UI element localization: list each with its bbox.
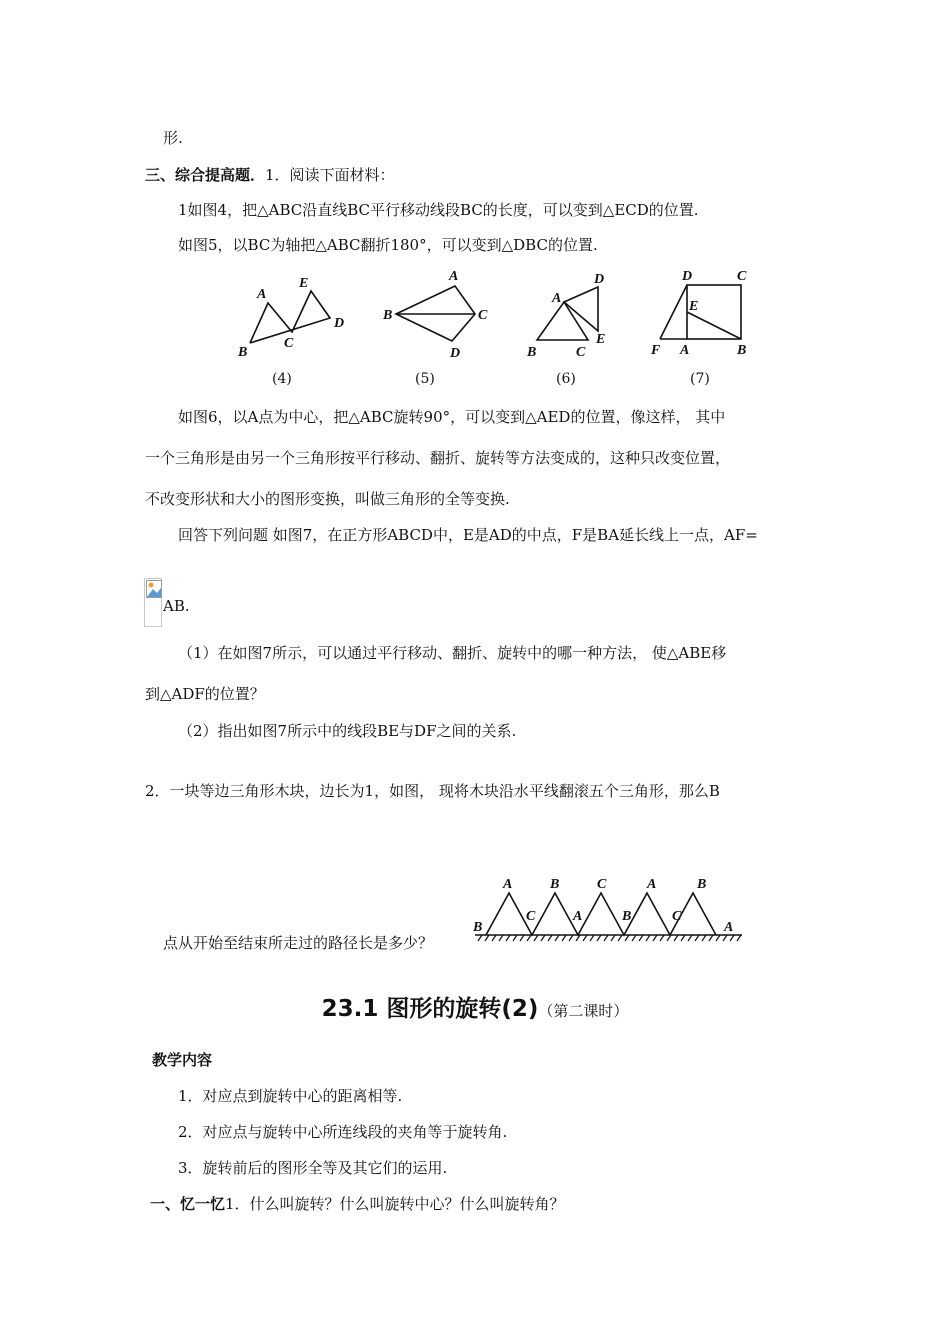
text-line: 1如图4，把△ABC沿直线BC平行移动线段BC的长度，可以变到△ECD的位置. — [178, 201, 699, 219]
ground-hatching — [478, 935, 741, 941]
fig7-label: E — [689, 299, 699, 314]
roll-top-label: C — [597, 877, 607, 892]
fig5-label: D — [450, 346, 461, 361]
fig7-label: D — [682, 269, 693, 284]
section-heading: 教学内容 — [152, 1051, 213, 1069]
fig4-label: C — [284, 336, 294, 351]
text-line: 形. — [163, 129, 183, 147]
triangles — [475, 893, 742, 935]
roll-top-label: A — [647, 877, 657, 892]
text-line: AB. — [163, 597, 190, 615]
fig4-label: A — [257, 287, 267, 302]
roll-top-label: A — [503, 877, 513, 892]
image-icon — [146, 580, 162, 598]
text-line: （1）在如图7所示，可以通过平行移动、翻折、旋转中的哪一种方法， 使△ABE移 — [178, 644, 727, 662]
roll-bottom-label: A — [573, 909, 583, 924]
fig6-label: B — [527, 345, 537, 360]
text-line: 不改变形状和大小的图形变换，叫做三角形的全等变换. — [145, 490, 510, 508]
text-span: 1．阅读下面材料： — [265, 166, 395, 184]
fig5-label: C — [478, 308, 488, 323]
list-item: 2．对应点与旋转中心所连线段的夹角等于旋转角. — [178, 1123, 508, 1141]
fig7-label: A — [680, 343, 690, 358]
text-line: 到△ADF的位置？ — [145, 685, 265, 703]
fig6-label: E — [596, 332, 606, 347]
fig7-label: F — [651, 343, 661, 358]
text-line: 如图6，以A点为中心，把△ABC旋转90°，可以变到△AED的位置，像这样， 其中 — [178, 408, 726, 426]
fig4-label: D — [334, 316, 345, 331]
title-main: 23.1 图形的旋转(2) — [321, 996, 539, 1022]
roll-bottom-label: B — [473, 920, 483, 935]
list-item: 1．对应点到旋转中心的距离相等. — [178, 1087, 403, 1105]
fig4-label: E — [299, 276, 309, 291]
figures-4-7 — [230, 262, 770, 367]
roll-bottom-label: B — [622, 909, 632, 924]
text-line — [145, 165, 395, 185]
title-sub: （第二课时） — [538, 1002, 629, 1020]
rolling-triangles-figure — [468, 872, 748, 944]
figure-caption: (7) — [690, 371, 710, 387]
roll-bottom-label: C — [526, 909, 536, 924]
roll-top-label: B — [550, 877, 560, 892]
figure-7 — [660, 285, 741, 339]
fig7-label: B — [737, 343, 747, 358]
fig6-label: A — [552, 291, 562, 306]
text-line: 回答下列问题 如图7，在正方形ABCD中，E是AD的中点，F是BA延长线上一点，AF= — [178, 526, 758, 544]
text-line: 点从开始至结束所走过的路径长是多少？ — [163, 934, 434, 952]
section-heading: 一、忆一忆 — [150, 1195, 226, 1213]
roll-bottom-label: A — [724, 920, 734, 935]
figure-6 — [537, 287, 598, 340]
text-line: （2）指出如图7所示中的线段BE与DF之间的关系. — [178, 722, 517, 740]
text-span: 1．什么叫旋转？什么叫旋转中心？什么叫旋转角？ — [225, 1195, 565, 1213]
roll-top-label: B — [697, 877, 707, 892]
text-line: 一个三角形是由另一个三角形按平行移动、翻折、旋转等方法变成的，这种只改变位置， — [145, 449, 731, 467]
text-line: 如图5，以BC为轴把△ABC翻折180°，可以变到△DBC的位置. — [178, 236, 598, 254]
text-line — [150, 1194, 565, 1214]
page-title — [0, 990, 950, 1023]
list-item: 3．旋转前后的图形全等及其它们的运用. — [178, 1159, 448, 1177]
text-line: 2．一块等边三角形木块，边长为1，如图， 现将木块沿水平线翻滚五个三角形，那么B — [145, 782, 720, 800]
broken-image-placeholder — [144, 578, 162, 627]
roll-bottom-label: C — [672, 909, 682, 924]
figure-5 — [396, 286, 475, 341]
fig5-label: A — [449, 269, 459, 284]
figure-caption: (5) — [415, 371, 435, 387]
section-heading: 三、综合提高题． — [145, 166, 266, 184]
fig6-label: D — [594, 272, 605, 287]
figure-caption: (6) — [556, 371, 576, 387]
fig7-label: C — [737, 269, 747, 284]
fig6-label: C — [576, 345, 586, 360]
fig4-label: B — [238, 345, 248, 360]
fig5-label: B — [383, 308, 393, 323]
figure-caption: (4) — [272, 371, 292, 387]
